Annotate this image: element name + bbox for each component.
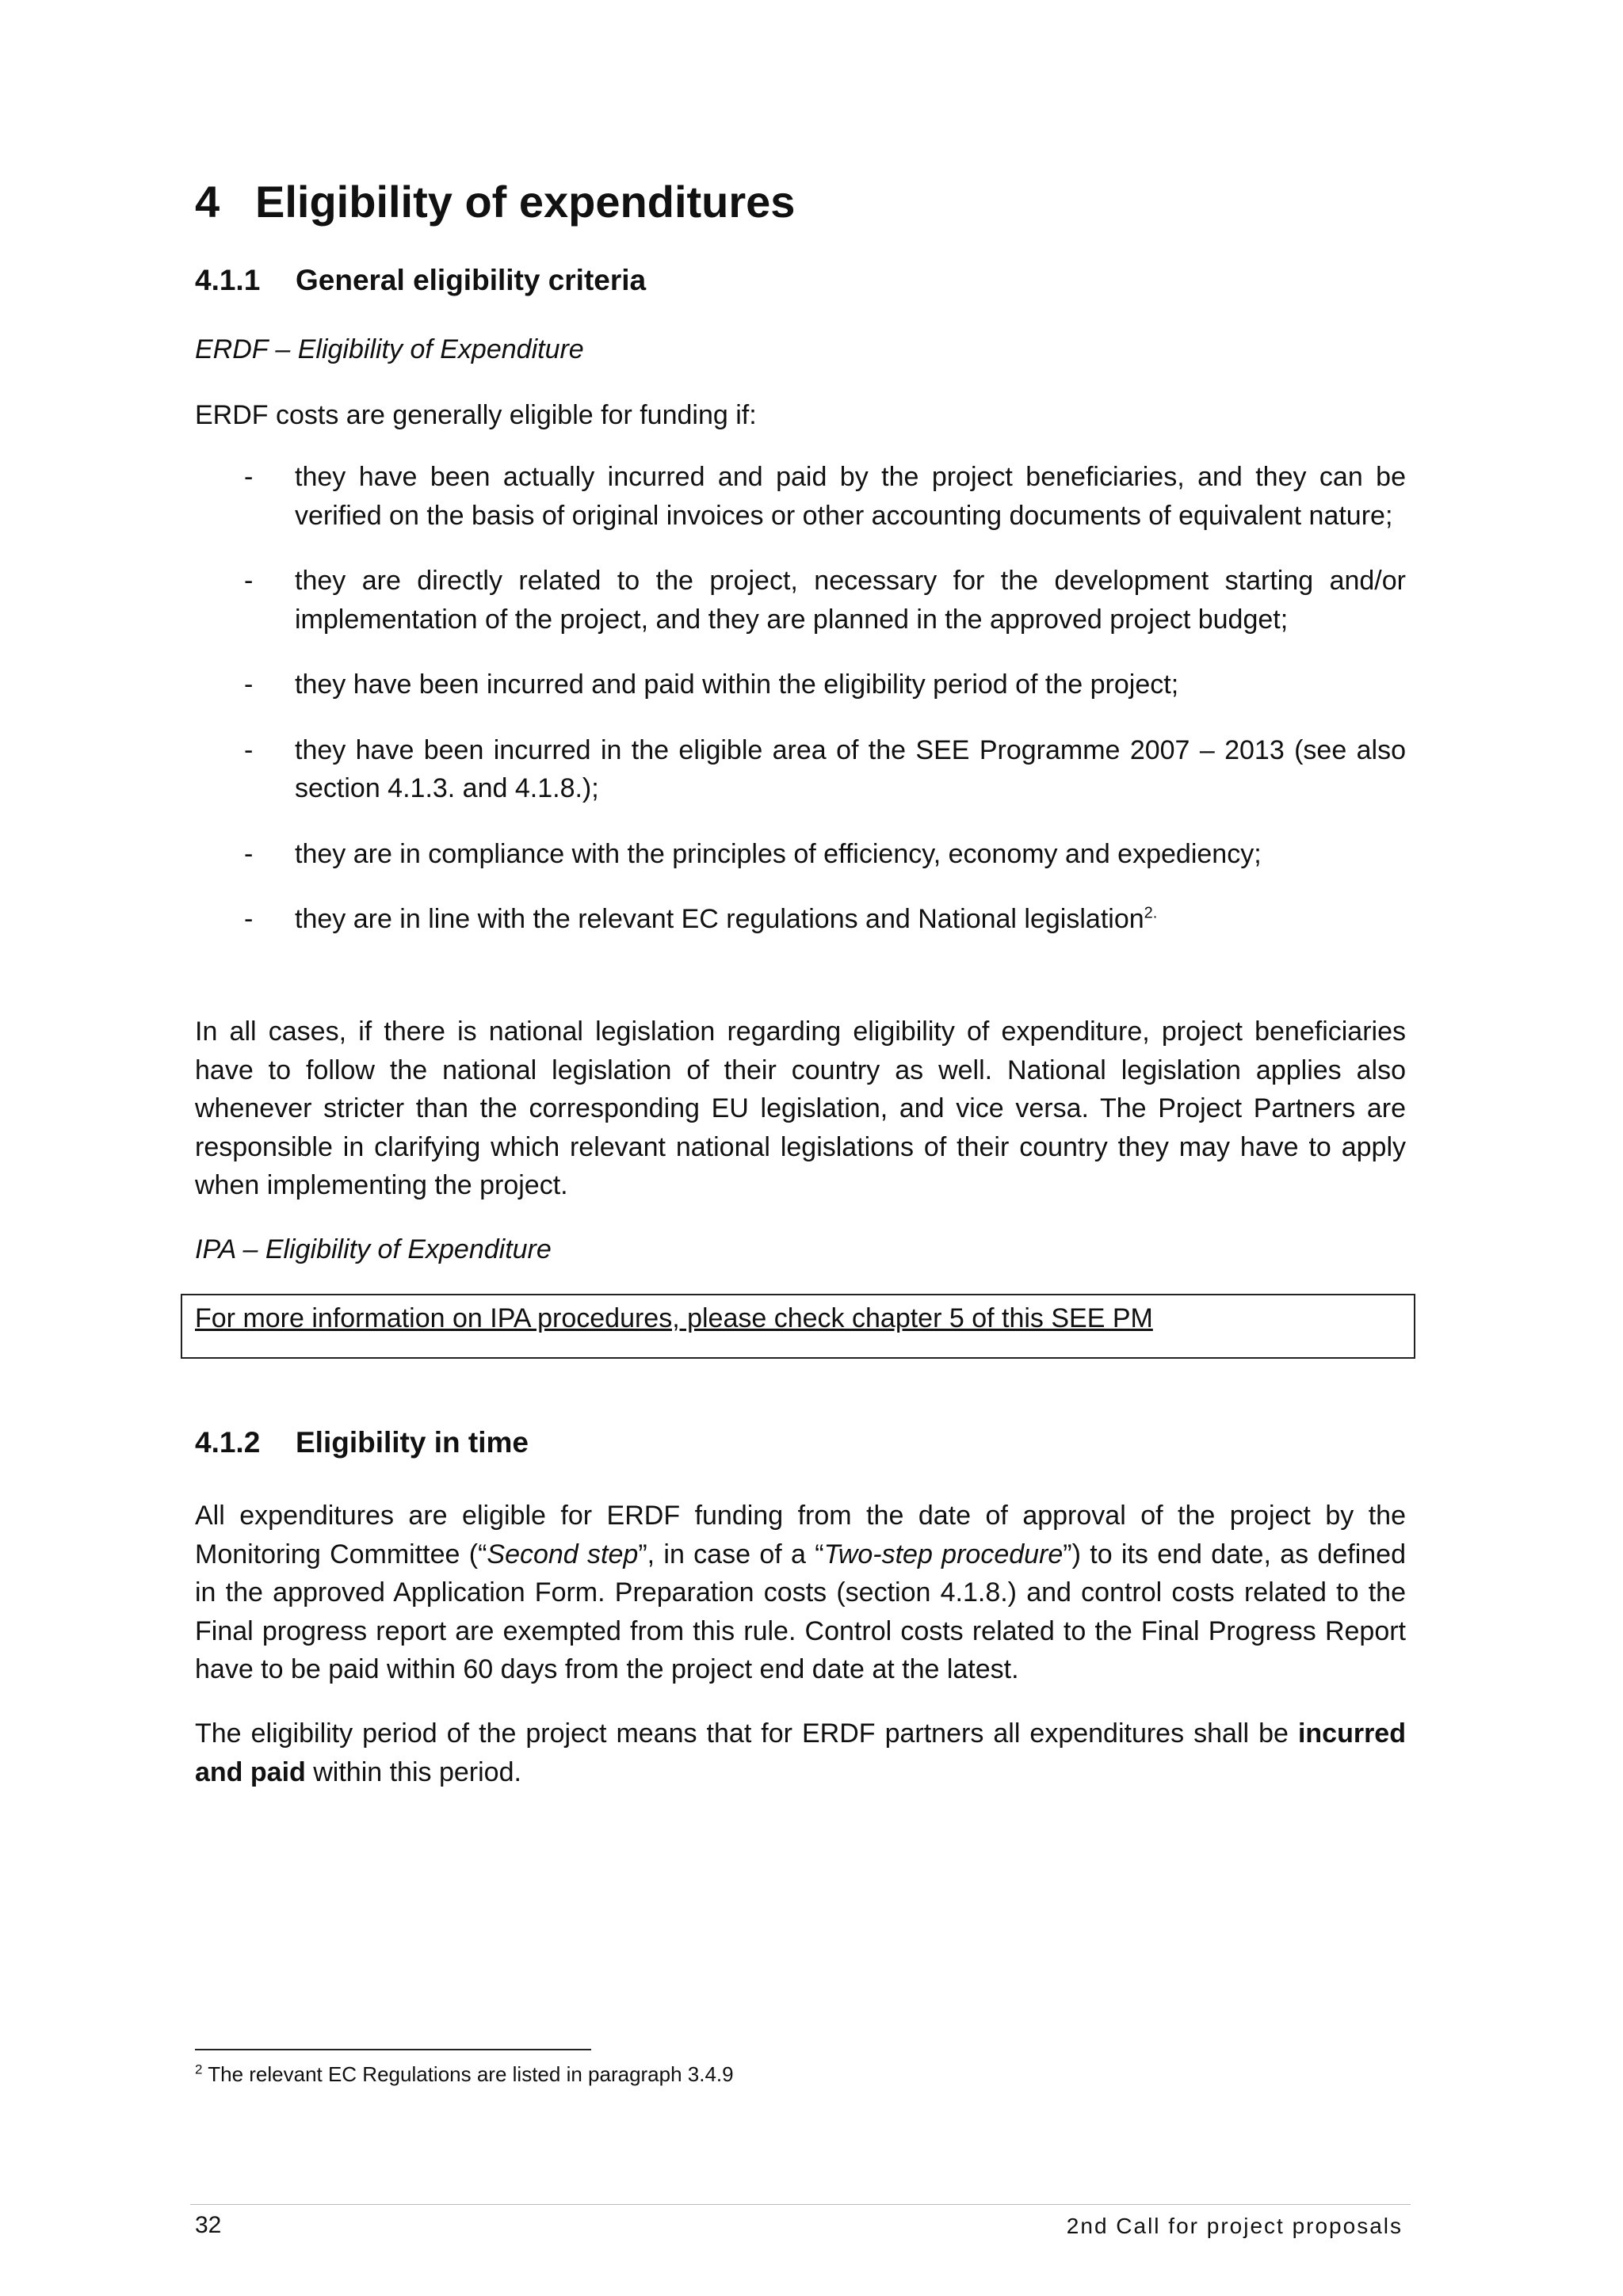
text-run-italic: Second step: [487, 1539, 639, 1569]
eligibility-period-paragraph: [195, 1714, 1406, 1791]
list-item: [195, 835, 1406, 874]
bullet-dash: -: [244, 838, 254, 869]
text-run: ”, in case of a “: [638, 1539, 824, 1569]
text-run: within this period.: [305, 1756, 521, 1787]
text-run: ”) to its end date, as defined in the approved Application Form. Preparation costs (section 4.1.8.) and control costs related to the Final progress report are exempted from this rule. Control costs related to the Final Progress Report have to be paid within 60 days from the project end date at the latest.: [195, 1539, 1407, 1684]
text-run-bold: incurred and paid: [195, 1718, 1406, 1787]
eligibility-in-time-paragraph: [195, 1497, 1406, 1689]
text-run: All expenditures are eligible for ERDF funding from the date of approval of the project by the Monitoring Committee (“: [195, 1501, 1406, 1569]
text-run-italic: Two-step procedure: [823, 1539, 1064, 1569]
list-item-text: they are in line with the relevant EC regulations and National legislation: [295, 904, 1144, 934]
chapter-heading: [195, 176, 795, 227]
footnote-reference[interactable]: 2.: [1144, 904, 1158, 922]
text-run: The eligibility period of the project means that for ERDF partners all expenditures shall be: [195, 1718, 1298, 1749]
list-item-text: they are in compliance with the principles of efficiency, economy and expediency;: [295, 838, 1262, 869]
chapter-number: 4: [195, 177, 220, 227]
list-item-text: they have been incurred and paid within the eligibility period of the project;: [295, 669, 1179, 700]
bullet-dash: -: [244, 669, 254, 700]
chapter-title: Eligibility of expenditures: [255, 177, 796, 227]
list-item-text: they have been incurred in the eligible area of the SEE Programme 2007 – 2013 (see also section 4.1.3. and 4.1.8.);: [295, 734, 1406, 803]
bullet-dash: -: [244, 904, 254, 934]
list-item: [195, 458, 1406, 535]
section-title: Eligibility in time: [296, 1426, 529, 1459]
section-heading-4-1-2: [195, 1426, 529, 1459]
ipa-subheading: IPA – Eligibility of Expenditure: [195, 1234, 552, 1264]
footnote-separator: [195, 2049, 591, 2050]
list-item: [195, 731, 1406, 808]
list-item-text: they are directly related to the project, necessary for the development starting and/or implementation of the project, and they are planned in the approved project budget;: [295, 566, 1406, 635]
footnote: [195, 2062, 734, 2087]
erdf-subheading: ERDF – Eligibility of Expenditure: [195, 334, 584, 364]
list-item: [195, 666, 1406, 704]
section-title: General eligibility criteria: [296, 264, 647, 296]
section-number: 4.1.1: [195, 264, 261, 296]
footnote-text: The relevant EC Regulations are listed in paragraph 3.4.9: [202, 2062, 734, 2086]
ipa-info-link[interactable]: For more information on IPA procedures, please check chapter 5 of this SEE PM: [195, 1303, 1153, 1333]
list-item: [195, 562, 1406, 639]
page-number: 32: [195, 2212, 222, 2238]
section-heading-4-1-1: [195, 264, 646, 297]
footer-rule: [190, 2204, 1411, 2205]
bullet-dash: -: [244, 462, 254, 492]
footer-document-title: 2nd Call for project proposals: [1066, 2214, 1403, 2238]
list-item: [195, 900, 1406, 939]
erdf-intro: ERDF costs are generally eligible for funding if:: [195, 400, 757, 430]
bullet-dash: -: [244, 734, 254, 765]
section-number: 4.1.2: [195, 1426, 261, 1459]
list-item-text: they have been actually incurred and paid by the project beneficiaries, and they can be verified on the basis of original invoices or other accounting documents of equivalent nature;: [295, 462, 1406, 531]
footnote-number: 2: [195, 2061, 203, 2077]
bullet-dash: -: [244, 566, 254, 596]
ipa-info-box: [181, 1294, 1415, 1359]
eligibility-criteria-list: [195, 458, 1406, 966]
national-legislation-paragraph: In all cases, if there is national legislation regarding eligibility of expenditure, project beneficiaries have to follow the national legislation of their country as well. National legislation applies also whenever stricter than the corresponding EU legislation, and vice versa. The Project Partners are responsible in clarifying which relevant national legislations of their country they may have to apply when implementing the project.: [195, 1016, 1406, 1200]
